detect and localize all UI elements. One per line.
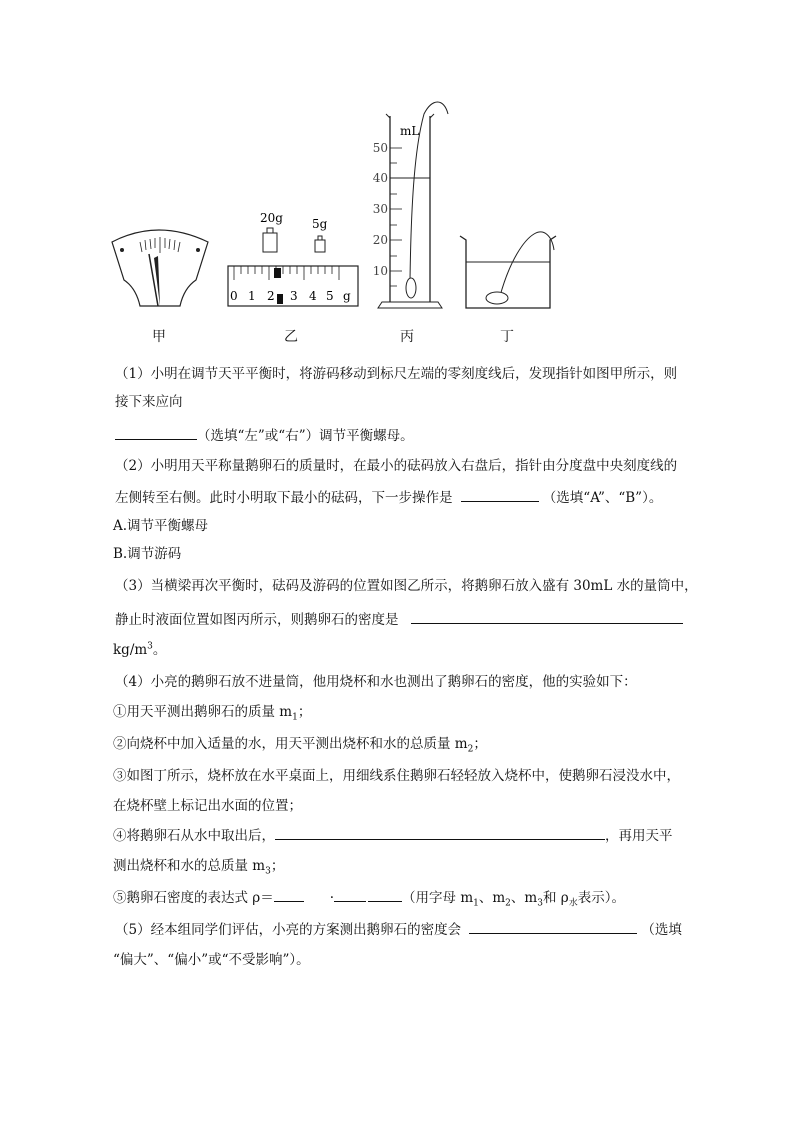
q4-step5-blank-numerator[interactable] bbox=[274, 887, 304, 902]
q1-line3-tail: （选填“左”或“右”）调节平衡螺母。 bbox=[197, 428, 414, 444]
cylinder-tick-20: 20 bbox=[372, 233, 388, 247]
cylinder-tick-40: 40 bbox=[372, 171, 388, 185]
q3-answer-blank[interactable] bbox=[411, 609, 683, 624]
q1-line3 bbox=[115, 424, 414, 444]
scale-tick-0: 0 bbox=[230, 289, 238, 303]
pebble-in-cylinder-icon bbox=[406, 278, 416, 298]
cylinder-unit-label: mL bbox=[400, 124, 420, 138]
q4-step4: ④将鹅卵石从水中取出后， ，再用天平 bbox=[113, 824, 673, 844]
q4-step1: ①用天平测出鹅卵石的质量 $m_1$； bbox=[113, 704, 312, 723]
q1-answer-blank[interactable] bbox=[115, 425, 197, 440]
scale-unit: g bbox=[343, 289, 351, 303]
cylinder-tick-50: 50 bbox=[372, 141, 388, 155]
caption-jia: 甲 bbox=[152, 329, 166, 345]
weights-and-scale bbox=[228, 211, 358, 306]
scale-tick-1: 1 bbox=[248, 289, 256, 303]
q2-line1: （2）小明用天平称量鹅卵石的质量时，在最小的砝码放入右盘后，指针由分度盘中央刻度线的 bbox=[115, 458, 678, 474]
caption-ding: 丁 bbox=[500, 329, 514, 345]
caption-bing: 丙 bbox=[400, 329, 414, 345]
q2-option-a: A.调节平衡螺母 bbox=[113, 518, 209, 534]
rider-top-icon bbox=[274, 268, 281, 278]
q1-line1: （1）小明在调节天平平衡时，将游码移动到标尺左端的零刻度线后，发现指针如图甲所示，则 bbox=[115, 366, 678, 382]
weight-5g-icon bbox=[315, 236, 325, 252]
q1-line2: 接下来应向 bbox=[115, 394, 183, 410]
q2-line2-tail: （选填“A”、“B”）。 bbox=[542, 490, 663, 506]
q2-option-b: B.调节游码 bbox=[113, 546, 182, 562]
q3-line2 bbox=[115, 608, 683, 628]
cylinder-tick-30: 30 bbox=[372, 202, 388, 216]
rider-bottom-icon bbox=[277, 294, 283, 304]
q3-line2-head: 静止时液面位置如图丙所示，则鹅卵石的密度是 bbox=[115, 612, 399, 628]
scale-tick-5: 5 bbox=[326, 289, 334, 303]
weight-5g-label: 5g bbox=[312, 217, 328, 231]
experiment-figures bbox=[100, 90, 700, 350]
q3-unit: $kg/m^3$。 bbox=[113, 641, 167, 658]
q4-step5-blank-b[interactable] bbox=[368, 887, 402, 902]
scale-tick-2: 2 bbox=[267, 289, 275, 303]
pebble-in-beaker-icon bbox=[486, 292, 508, 304]
q2-line2 bbox=[115, 486, 662, 506]
q2-line2-head: 左侧转至右侧。此时小明取下最小的砝码，下一步操作是 bbox=[115, 490, 453, 506]
q5-line2: “偏大”、“偏小”或“不受影响”）。 bbox=[113, 952, 310, 968]
weight-20g-label: 20g bbox=[260, 211, 283, 225]
q5-line1: （5）经本组同学们评估，小亮的方案测出鹅卵石的密度会 （选填 bbox=[115, 918, 682, 938]
balance-dial-icon bbox=[112, 230, 208, 306]
beaker bbox=[460, 232, 556, 308]
q3-line1: （3）当横梁再次平衡时，砝码及游码的位置如图乙所示，将鹅卵石放入盛有 30mL 水的量筒中， bbox=[115, 578, 698, 594]
q4-step4-blank[interactable] bbox=[275, 825, 605, 840]
q4-step4-line2: 测出烧杯和水的总质量 $m_3$； bbox=[113, 858, 285, 877]
caption-yi: 乙 bbox=[284, 329, 298, 345]
q4-step5-blank-a[interactable] bbox=[334, 887, 366, 902]
q2-answer-blank[interactable] bbox=[461, 487, 539, 502]
scale-tick-4: 4 bbox=[309, 289, 317, 303]
weight-20g-icon bbox=[263, 228, 277, 252]
q4-step2: ②向烧杯中加入适量的水，用天平测出烧杯和水的总质量 $m_2$； bbox=[113, 736, 487, 755]
scale-tick-3: 3 bbox=[290, 289, 298, 303]
figures-drawing bbox=[100, 90, 700, 350]
q4-intro: （4）小亮的鹅卵石放不进量筒，他用烧杯和水也测出了鹅卵石的密度，他的实验如下： bbox=[115, 674, 637, 690]
graduated-cylinder bbox=[373, 102, 448, 308]
q4-step3-line2: 在烧杯壁上标记出水面的位置； bbox=[113, 798, 302, 814]
q5-answer-blank[interactable] bbox=[469, 919, 637, 934]
cylinder-tick-10: 10 bbox=[372, 264, 388, 278]
q4-step5: ⑤鹅卵石密度的表达式 ρ＝ · （用字母 $m_1$、$m_2$、$m_3$和 $\rho_水$表示）。 bbox=[113, 886, 625, 909]
q4-step3-line1: ③如图丁所示，烧杯放在水平桌面上，用细线系住鹅卵石轻轻放入烧杯中，使鹅卵石浸没水中， bbox=[113, 768, 680, 784]
